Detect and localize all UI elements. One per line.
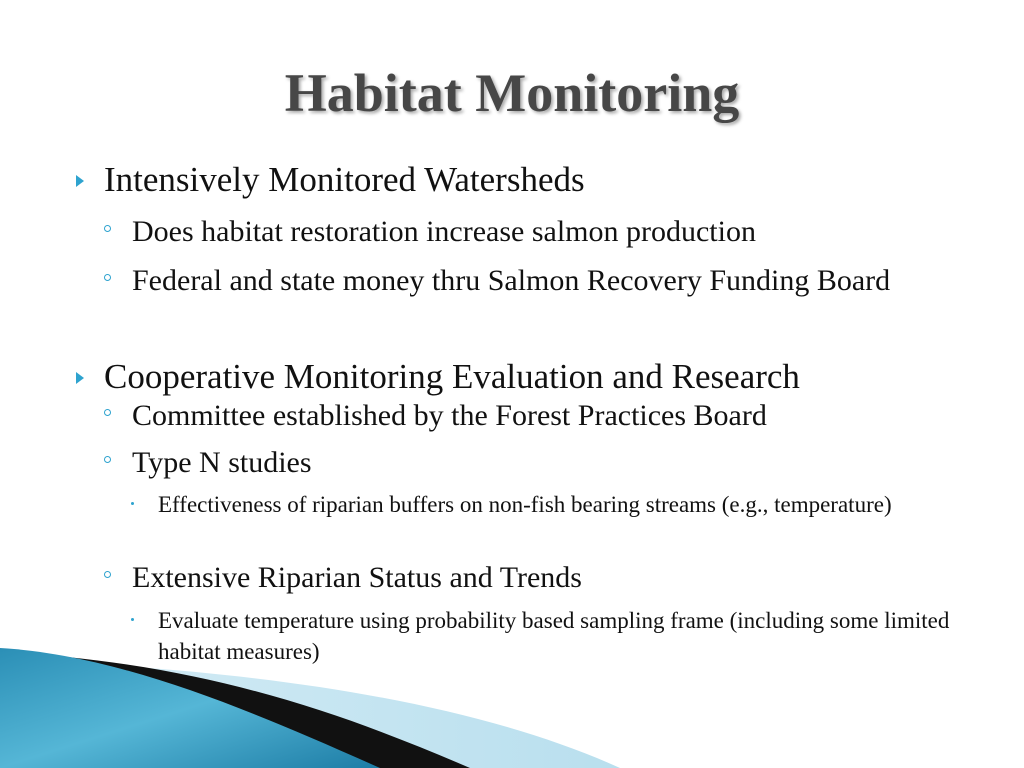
dot-bullet-icon bbox=[131, 618, 134, 621]
bullet-text: Does habitat restoration increase salmon production bbox=[132, 215, 756, 248]
triangle-bullet-icon bbox=[76, 175, 84, 187]
bullet-text: Intensively Monitored Watersheds bbox=[104, 160, 585, 199]
sub-bullet-committee bbox=[104, 396, 984, 436]
circle-bullet-icon bbox=[104, 409, 111, 416]
circle-bullet-icon bbox=[104, 274, 111, 281]
dot-bullet-icon bbox=[131, 502, 134, 505]
sub-bullet-extensive-riparian bbox=[104, 558, 984, 598]
bullet-text: Evaluate temperature using probability based sampling frame (including some limited habitat measures) bbox=[158, 608, 950, 664]
sub-sub-bullet-evaluate-temperature bbox=[131, 605, 991, 667]
bullet-cmer bbox=[76, 357, 976, 397]
bullet-text: Committee established by the Forest Practices Board bbox=[132, 399, 767, 432]
circle-bullet-icon bbox=[104, 225, 111, 232]
bullet-text: Type N studies bbox=[132, 446, 312, 479]
bullet-text: Effectiveness of riparian buffers on non-fish bearing streams (e.g., temperature) bbox=[158, 492, 892, 517]
sub-bullet-type-n-studies bbox=[104, 443, 984, 483]
sub-bullet-habitat-restoration bbox=[104, 212, 984, 252]
triangle-bullet-icon bbox=[76, 372, 84, 384]
sub-sub-bullet-riparian-buffers bbox=[131, 489, 981, 520]
sub-bullet-federal-state-money bbox=[104, 261, 984, 301]
slide-title: Habitat Monitoring bbox=[284, 63, 740, 123]
bullet-text: Federal and state money thru Salmon Recovery Funding Board bbox=[132, 264, 891, 297]
circle-bullet-icon bbox=[104, 456, 111, 463]
bullet-intensively-monitored-watersheds bbox=[76, 160, 976, 200]
bullet-text: Extensive Riparian Status and Trends bbox=[132, 561, 582, 594]
bullet-text: Cooperative Monitoring Evaluation and Research bbox=[104, 357, 800, 396]
circle-bullet-icon bbox=[104, 571, 111, 578]
